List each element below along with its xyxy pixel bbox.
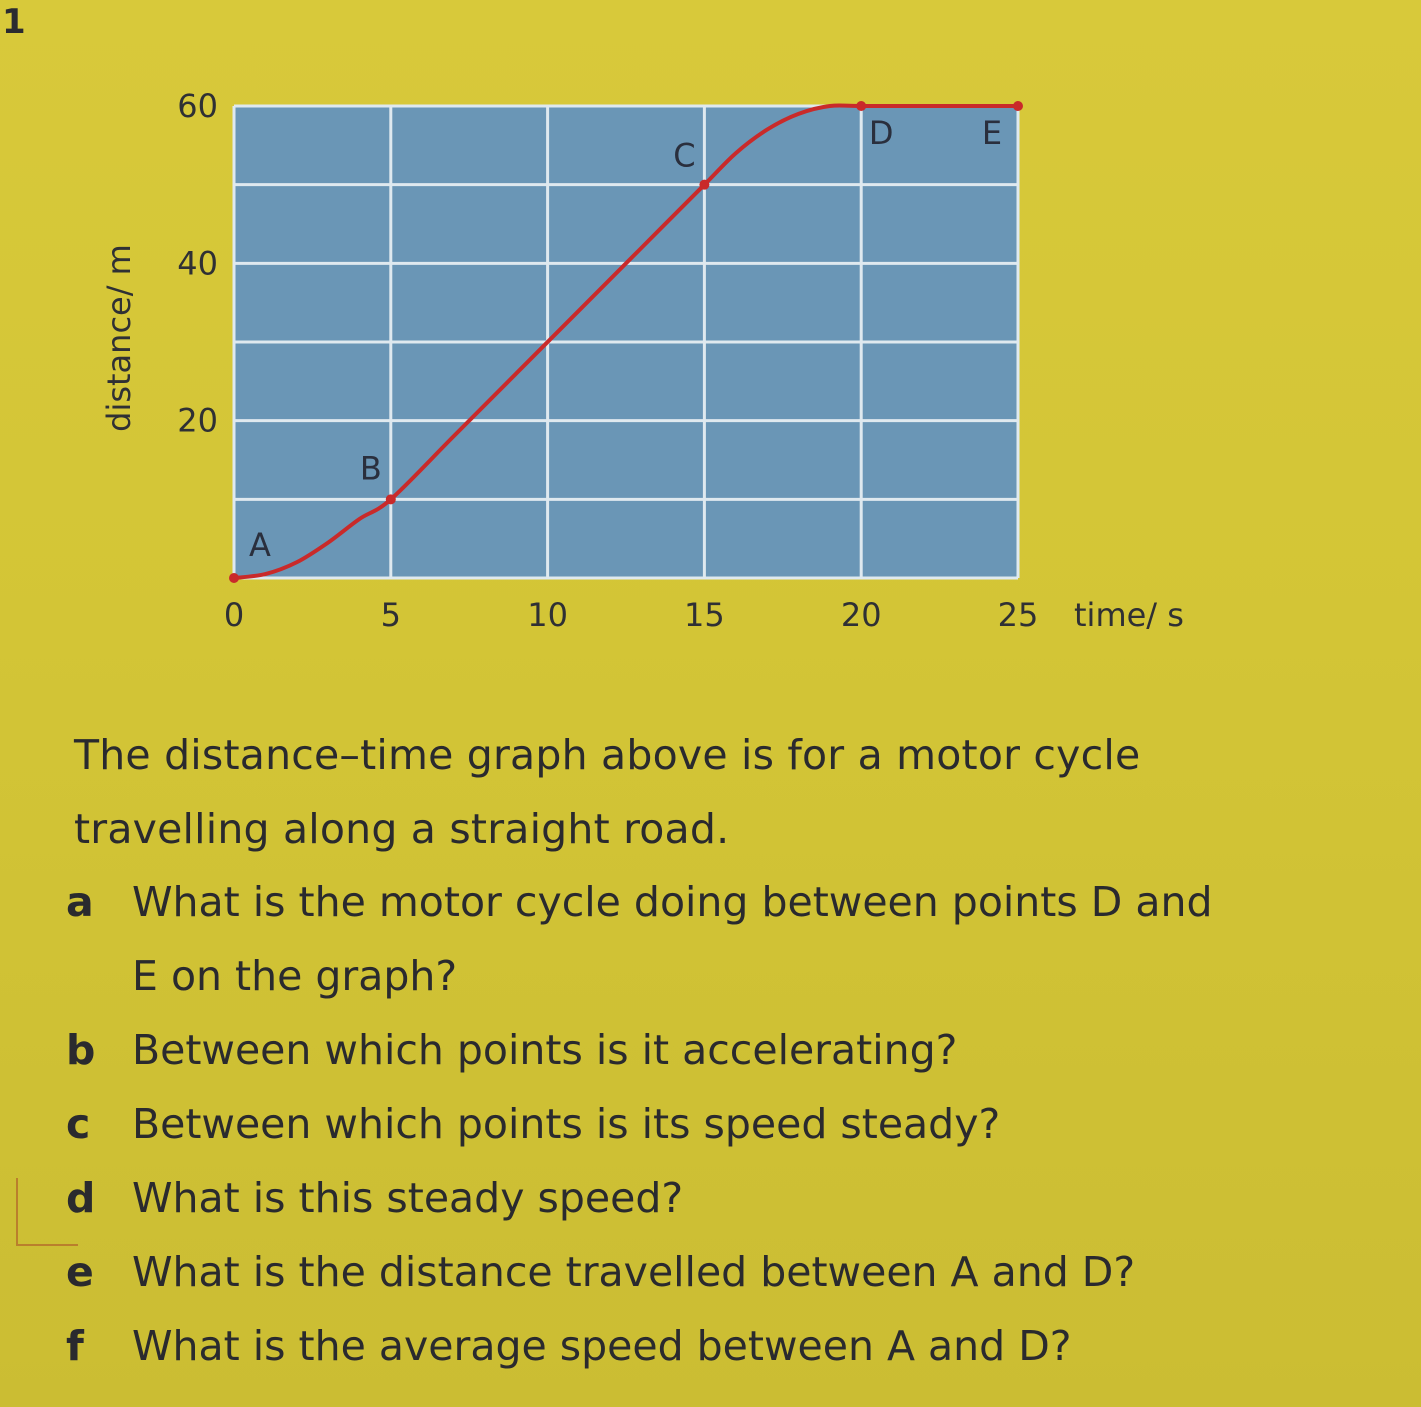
question-text-a: What is the motor cycle doing between points D and bbox=[132, 878, 1213, 926]
question-letter: d bbox=[66, 1174, 96, 1222]
y-tick-label: 20 bbox=[177, 401, 218, 440]
question-f bbox=[66, 1310, 1072, 1382]
point-b-label: B bbox=[359, 449, 382, 488]
question-text-b: Between which points is it accelerating? bbox=[132, 1026, 958, 1074]
x-tick-label: 25 bbox=[997, 596, 1039, 634]
y-axis-ticks bbox=[177, 87, 218, 440]
x-axis-ticks bbox=[224, 596, 1039, 634]
intro-line-2: travelling along a straight road. bbox=[74, 805, 730, 853]
question-letter: a bbox=[66, 878, 94, 926]
x-tick-label: 0 bbox=[223, 596, 245, 634]
point-c-label: C bbox=[673, 136, 696, 175]
pencil-mark bbox=[16, 1178, 78, 1246]
question-text-f: What is the average speed between A and D? bbox=[132, 1322, 1072, 1370]
x-tick-label: 15 bbox=[684, 596, 725, 634]
question-b bbox=[66, 1014, 957, 1086]
question-letter: e bbox=[66, 1248, 94, 1296]
question-c bbox=[66, 1088, 1000, 1160]
question-letter: b bbox=[66, 1026, 96, 1074]
y-tick-label: 60 bbox=[177, 87, 218, 125]
point-d-marker bbox=[856, 101, 866, 111]
question-text-d: What is this steady speed? bbox=[132, 1174, 684, 1222]
x-tick-label: 20 bbox=[840, 596, 882, 634]
x-tick-label: 5 bbox=[380, 596, 401, 634]
question-number: 1 bbox=[2, 2, 26, 42]
point-e-marker bbox=[1013, 101, 1023, 111]
question-e bbox=[66, 1236, 1135, 1308]
question-a-continuation: E on the graph? bbox=[132, 952, 458, 1000]
question-letter: f bbox=[66, 1322, 84, 1370]
question-text-c: Between which points is its speed steady? bbox=[132, 1100, 1001, 1148]
point-c-marker bbox=[699, 180, 709, 190]
x-tick-label: 10 bbox=[527, 596, 568, 634]
point-a-marker bbox=[229, 573, 239, 583]
point-d-label: D bbox=[868, 114, 894, 152]
question-letter: c bbox=[66, 1100, 91, 1148]
question-a bbox=[66, 866, 1213, 938]
question-d bbox=[66, 1162, 683, 1234]
point-e-label: E bbox=[981, 114, 1003, 152]
y-tick-label: 40 bbox=[177, 244, 218, 283]
distance-time-chart bbox=[0, 0, 1421, 700]
intro-line-1: The distance–time graph above is for a motor cycle bbox=[74, 731, 1141, 779]
y-axis-label: distance/ m bbox=[100, 244, 138, 432]
point-a-label: A bbox=[249, 526, 271, 564]
x-axis-label: time/ s bbox=[1074, 596, 1184, 634]
question-text-e: What is the distance travelled between A and D? bbox=[132, 1248, 1136, 1296]
point-b-marker bbox=[386, 494, 396, 504]
